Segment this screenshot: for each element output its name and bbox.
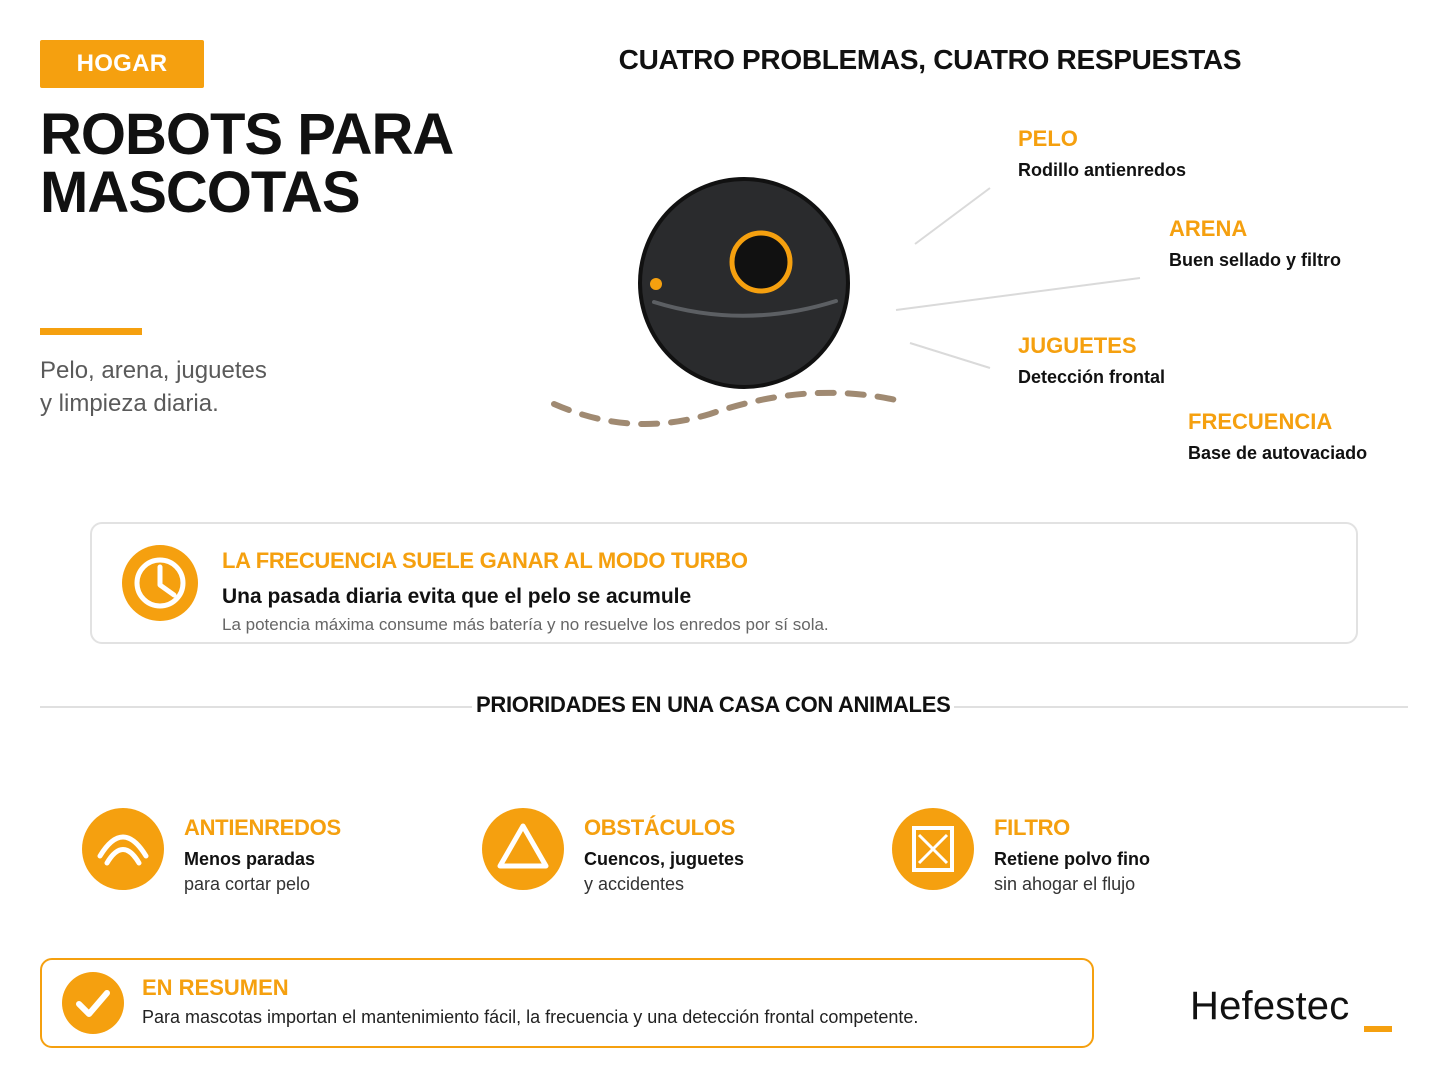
callout-arena-body: Buen sellado y filtro [1169, 250, 1342, 270]
priority-antienredos-head: ANTIENREDOS [184, 815, 341, 840]
filter-icon [892, 808, 974, 890]
check-icon [62, 972, 124, 1034]
callout-arena-head: ARENA [1169, 216, 1248, 241]
priority-obstaculos [584, 815, 744, 895]
priority-filtro-line-1: Retiene polvo fino [994, 849, 1151, 869]
callout-frecuencia [1188, 409, 1367, 465]
priority-obstaculos-head: OBSTÁCULOS [584, 815, 736, 840]
callout-juguetes [1018, 333, 1165, 389]
problems-title: CUATRO PROBLEMAS, CUATRO RESPUESTAS [618, 44, 1242, 75]
title-accent-rule [40, 328, 142, 335]
priority-obstaculos-line-2: y accidentes [584, 874, 685, 894]
brand-logo: Hefestec [1190, 984, 1350, 1028]
tip-main-text: Una pasada diaria evita que el pelo se acumule [222, 585, 692, 608]
callout-pelo [1018, 126, 1186, 182]
tip-heading: LA FRECUENCIA SUELE GANAR AL MODO TURBO [222, 548, 748, 573]
callout-frecuencia-body: Base de autovaciado [1188, 443, 1368, 463]
cleaning-path-line [554, 393, 896, 424]
priority-antienredos [184, 815, 341, 895]
clock-icon [122, 545, 198, 621]
tip-sub-text: La potencia máxima consume más batería y no resuelve los enredos por sí sola. [222, 615, 829, 634]
triangle-icon [482, 808, 564, 890]
category-tag: HOGAR [40, 40, 204, 88]
subtitle-line-1: Pelo, arena, juguetes [40, 357, 267, 384]
callout-pelo-head: PELO [1018, 126, 1078, 151]
robot-diagram [540, 170, 920, 440]
page-title-line-2: MASCOTAS [40, 160, 360, 225]
summary-text: Para mascotas importan el mantenimiento fácil, la frecuencia y una detección frontal competente. [142, 1007, 919, 1027]
callout-frecuencia-head: FRECUENCIA [1188, 409, 1333, 434]
callout-juguetes-head: JUGUETES [1018, 333, 1137, 358]
page-title-line-1: ROBOTS PARA [40, 102, 454, 167]
callout-arena [1169, 216, 1341, 272]
arc-icon [82, 808, 164, 890]
priority-obstaculos-line-1: Cuencos, juguetes [584, 849, 745, 869]
summary-heading: EN RESUMEN [142, 975, 289, 1000]
priorities-title: PRIORIDADES EN UNA CASA CON ANIMALES [472, 692, 954, 718]
summary-card [40, 958, 1094, 1048]
connector-juguetes [910, 343, 990, 368]
connector-pelo [915, 188, 990, 244]
page-subtitle [40, 354, 340, 420]
priority-antienredos-line-2: para cortar pelo [184, 874, 311, 894]
callout-pelo-body: Rodillo antienredos [1018, 160, 1187, 180]
priority-antienredos-line-1: Menos paradas [184, 849, 316, 869]
page-title [40, 102, 500, 225]
callout-juguetes-body: Detección frontal [1018, 367, 1166, 387]
priority-filtro [994, 815, 1150, 895]
connector-arena [896, 278, 1140, 310]
priority-filtro-head: FILTRO [994, 815, 1070, 840]
robot-vacuum-icon [640, 179, 848, 387]
priority-filtro-line-2: sin ahogar el flujo [994, 874, 1136, 894]
brand-accent-mark [1364, 1026, 1392, 1032]
subtitle-line-2: y limpieza diaria. [40, 390, 219, 417]
